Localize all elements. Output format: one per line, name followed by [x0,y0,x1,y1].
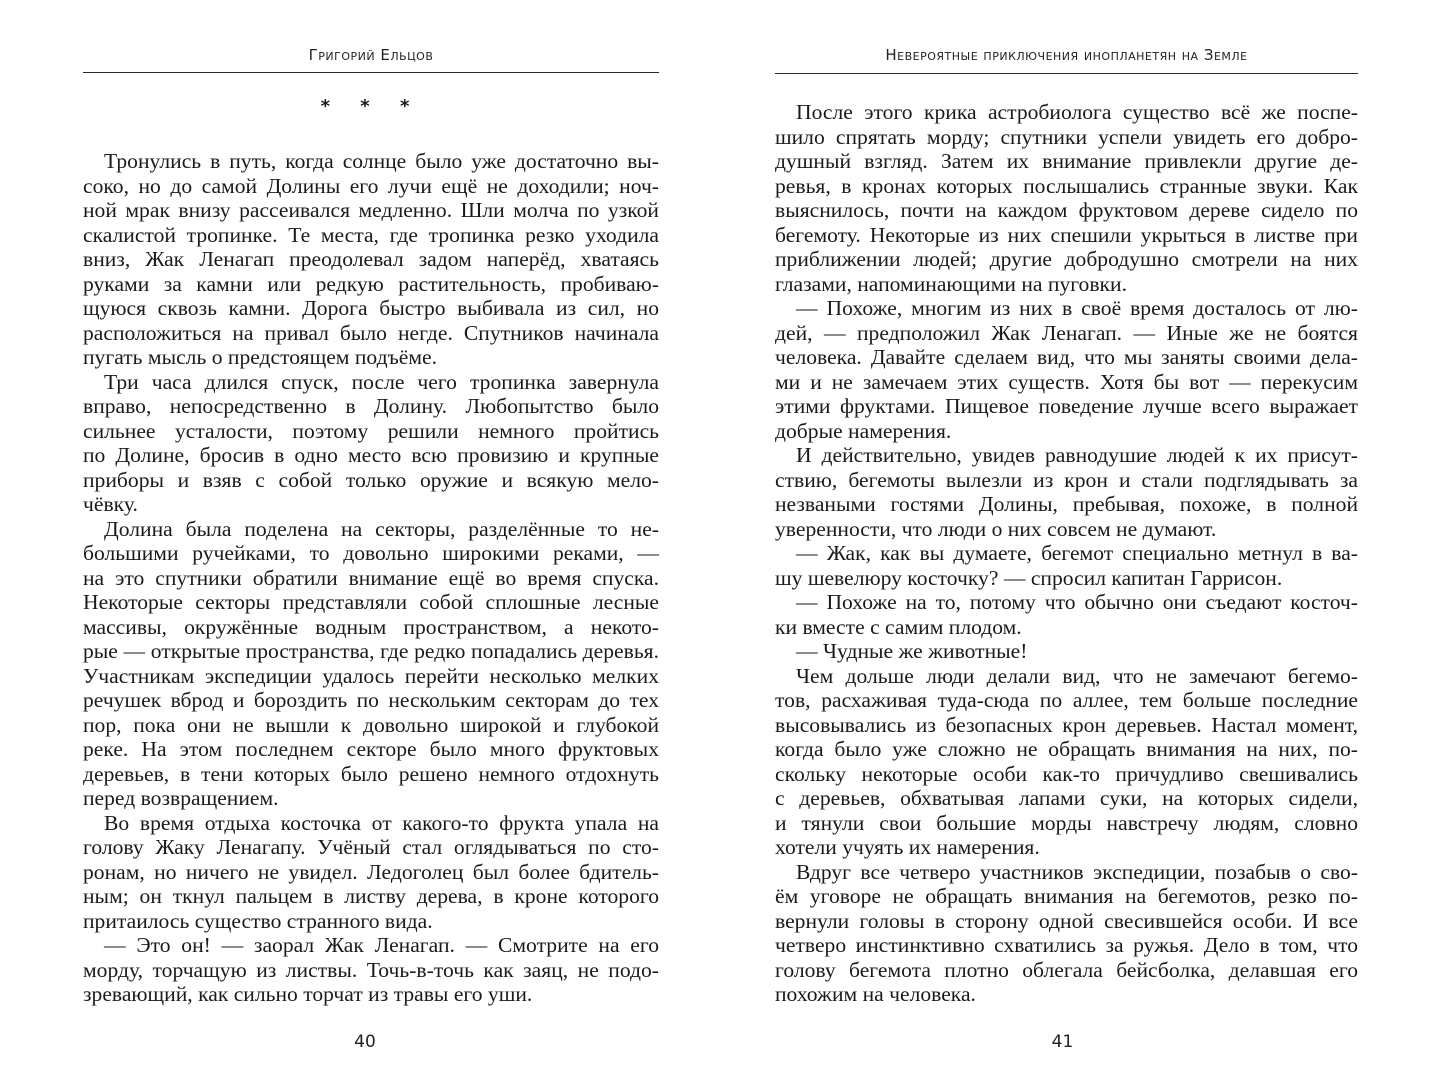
text-line: вниз, Жак Ленагап преодолевал задом наперёд, хватаясь [83,247,659,271]
text-line: уверенности, что люди о них совсем не думают. [775,516,1217,541]
text-line: бегемоту. Некоторые из них спешили укрыться в листве при [775,222,1358,247]
right-page [775,0,1358,1080]
text-line: добрые намерения. [775,418,952,443]
text-line: перед возвращением. [83,786,279,810]
text-line: Участникам экспедиции удалось перейти несколько мелких [83,663,659,688]
text-line: — Похоже, многим из них в своё время досталось от лю- [796,296,1358,320]
text-line: тов, расхаживая туда-сюда по аллее, тем больше последние [775,688,1358,712]
text-line: большими ручейками, то довольно широкими реками, — [83,541,659,565]
text-line: притаилось существо странного вида. [83,908,433,933]
text-line: Три часа длился спуск, после чего тропинка завернула [104,369,659,394]
text-line: голову Жаку Ленагапу. Учёный стал оглядываться по сто- [83,835,659,859]
text-line: скалистой тропинке. Те места, где тропинка резко уходила [83,222,659,247]
left-page [83,0,659,1080]
text-line: хотели учуять их намерения. [775,835,1040,859]
text-line: незваными гостями Долины, пребывая, похоже, в полной [775,492,1358,516]
text-line: После этого крика астробиолога существо всё же поспе- [796,100,1358,124]
page-number: 41 [1051,1032,1074,1052]
text-line: ствию, бегемоты вылезли из крон и стали подглядывать за [775,467,1358,492]
text-line: душный взгляд. Затем их внимание привлекли другие де- [775,149,1358,173]
text-line: ной мрак внизу рассеивался медленно. Шли молча по узкой [83,198,659,222]
text-line: пор, пока они не вышли к довольно широкой и глубокой [83,712,659,737]
text-line: выяснилось, почти на каждом фруктовом дереве сидело по [775,198,1358,222]
text-line: человека. Давайте сделаем вид, что мы заняты своими дела- [775,345,1358,369]
text-line: морду, торчащую из листвы. Точь-в-точь как заяц, не подо- [83,957,659,982]
section-break: * * * [320,96,422,117]
text-line: когда было уже сложно не обращать внимания на них, по- [775,737,1358,761]
text-line: руками за камни или редкую растительность, пробиваю- [83,271,659,296]
text-line: — Жак, как вы думаете, бегемот специально метнул в ва- [796,541,1358,565]
text-line: Во время отдыха косточка от какого-то фрукта упала на [104,810,659,835]
text-line: ми и не замечаем этих существ. Хотя бы вот — перекусим [775,369,1358,394]
text-line: ём уговоре не обращать внимания на бегемотов, резко по- [775,884,1358,908]
text-line: голову бегемота плотно облегала бейсболка, делавшая его [775,957,1358,982]
page-number: 40 [354,1032,376,1052]
text-line: похожим на человека. [775,982,976,1006]
text-line: чёвку. [83,492,138,516]
running-head-title: Невероятные приключения инопланетян на Земле [885,46,1248,64]
text-line: И действительно, увидев равнодушие людей к их присут- [796,443,1358,467]
text-line: речушек вброд и бороздить по нескольким секторам до тех [83,688,659,712]
text-line: приборы и взяв с собой только оружие и всякую мело- [83,467,659,492]
text-line: ки вместе с самим плодом. [775,614,1022,639]
header-rule [83,72,659,73]
text-line: зревающий, как сильно торчат из травы его уши. [83,982,533,1006]
text-line: сильнее усталости, поэтому решили немного пройтись [83,418,659,443]
text-line: на это спутники обратили внимание ещё во время спуска. [83,565,659,590]
text-line: Долина была поделена на секторы, разделённые то не- [104,516,659,541]
text-line: ревья, в кронах которых послышались странные звуки. Как [775,173,1358,198]
running-head-author: Григорий Ельцов [308,46,434,64]
text-line: расположиться на привал было негде. Спутников начинала [83,320,659,345]
text-line: четверо инстинктивно схватились за ружья. Дело в том, что [775,933,1358,957]
text-line: дей, — предположил Жак Ленагап. — Иные же не боятся [775,320,1358,345]
header-rule [775,73,1358,74]
text-line: деревьев, в тени которых было решено немного отдохнуть [83,761,659,786]
body-text [83,149,659,1007]
text-line: пугать мысль о предстоящем подъёме. [83,345,437,369]
text-line: высовывались из безопасных крон деревьев. Настал момент, [775,712,1358,737]
text-line: этими фруктами. Пищевое поведение лучше всего выражает [775,394,1358,418]
text-line: массивы, окружённые водным пространством, а некото- [83,614,659,639]
text-line: Вдруг все четверо участников экспедиции, позабыв о сво- [796,859,1358,884]
text-line: шило спрятать морду; спутники успели увидеть его добро- [775,124,1358,149]
text-line: с деревьев, обхватывая лапами суки, на которых сидели, [775,786,1358,810]
text-line: рые — открытые пространства, где редко попадались деревья. [83,639,659,663]
text-line: ронам, но ничего не увидел. Ледоголец был более бдитель- [83,859,659,884]
text-line: Тронулись в путь, когда солнце было уже достаточно вы- [104,149,659,173]
text-line: Чем дольше люди делали вид, что не замечают бегемо- [796,663,1358,688]
text-line: вернули головы в сторону одной свесившейся особи. И все [775,908,1358,933]
text-line: вправо, непосредственно в Долину. Любопытство было [83,394,659,418]
text-line: ным; он ткнул пальцем в листву дерева, в кроне которого [83,884,659,908]
text-line: глазами, напоминающими на пуговки. [775,271,1127,296]
text-line: шу шевелюру косточку? — спросил капитан Гаррисон. [775,565,1283,590]
text-line: — Чудные же животные! [796,639,1028,663]
text-line: скольку некоторые особи как-то причудливо свешивались [775,761,1358,786]
text-line: соко, но до самой Долины его лучи ещё не доходили; ноч- [83,173,659,198]
text-line: реке. На этом последнем секторе было много фруктовых [83,737,659,761]
text-line: приближении людей; другие добродушно смотрели на них [775,247,1358,271]
body-text [775,100,1358,1007]
text-line: — Это он! — заорал Жак Ленагап. — Смотрите на его [104,933,659,957]
text-line: — Похоже на то, потому что обычно они съедают косточ- [796,590,1358,614]
text-line: и тянули свои большие морды навстречу людям, словно [775,810,1358,835]
text-line: Некоторые секторы представляли собой сплошные лесные [83,590,659,614]
text-line: по Долине, бросив в одно место всю провизию и крупные [83,443,659,467]
text-line: щуюся сквозь камни. Дорога быстро выбивала из сил, но [83,296,659,320]
